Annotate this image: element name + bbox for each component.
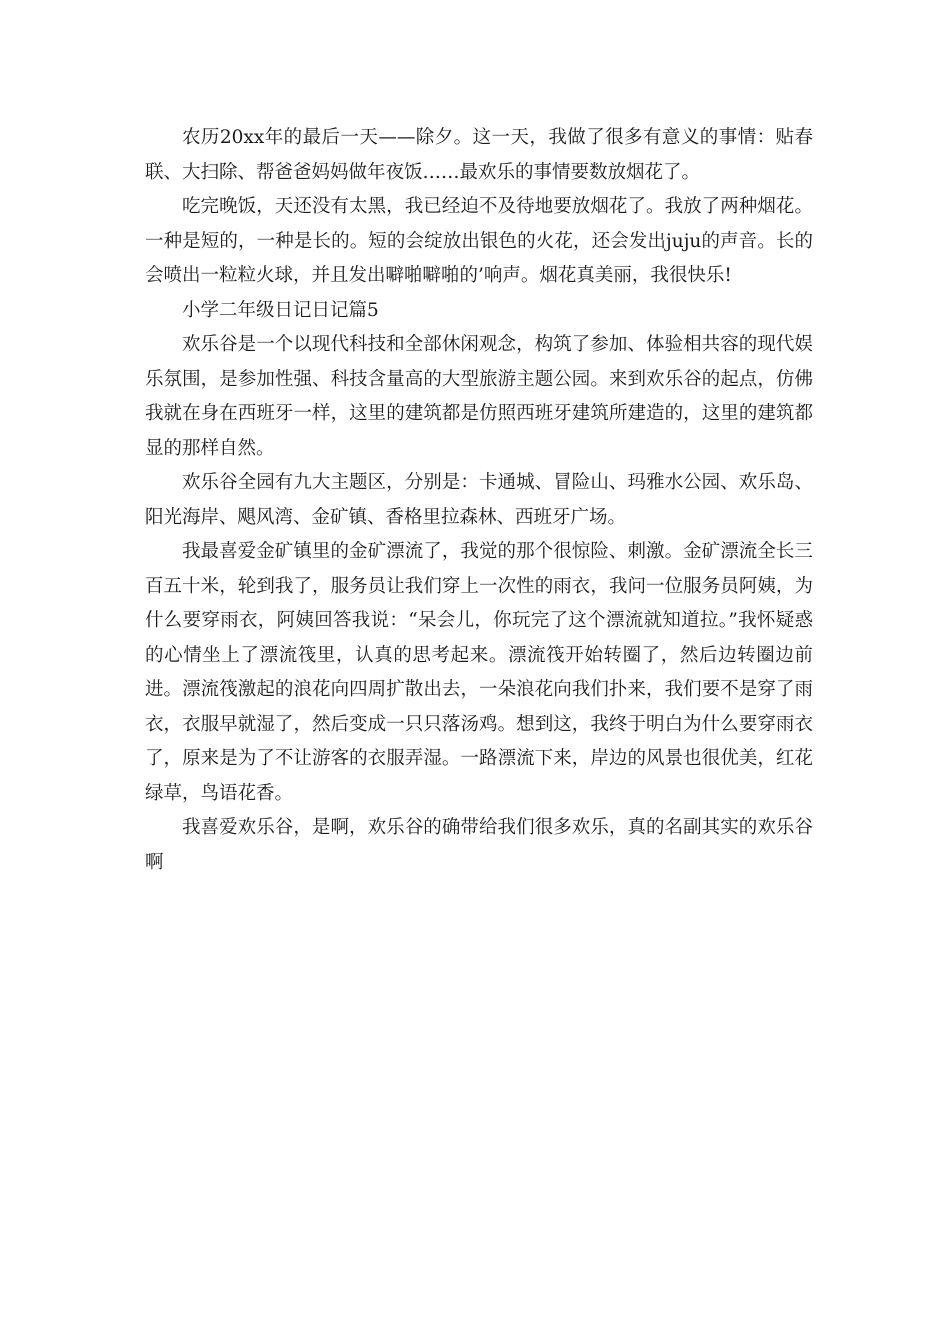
section-title: 小学二年级日记日记篇5	[182, 299, 379, 321]
paragraph-conclusion: 我喜爱欢乐谷，是啊，欢乐谷的确带给我们很多欢乐，真的名副其实的欢乐谷啊	[145, 817, 813, 873]
paragraph-theme-zones: 欢乐谷全园有九大主题区，分别是：卡通城、冒险山、玛雅水公园、欢乐岛、阳光海岸、飓风湾、金矿镇、香格里拉森林、西班牙广场。	[145, 472, 813, 528]
paragraph-happy-valley-intro: 欢乐谷是一个以现代科技和全部休闲观念，构筑了参加、体验相共容的现代娱乐氛围，是参加性强、科技含量高的大型旅游主题公园。来到欢乐谷的起点，仿佛我就在身在西班牙一样，这里的建筑都是仿照西班牙建筑所建造的，这里的建筑都显的那样自然。	[145, 334, 813, 459]
paragraph-rafting: 我最喜爱金矿镇里的金矿漂流了，我觉的那个很惊险、刺激。金矿漂流全长三百五十米，轮到我了，服务员让我们穿上一次性的雨衣，我问一位服务员阿姨，为什么要穿雨衣，阿姨回答我说：“呆会儿，你玩完了这个漂流就知道拉。”我怀疑惑的心情坐上了漂流筏里，认真的思考起来。漂流筏开始转圈了，然后边转圈边前进。漂流筏激起的浪花向四周扩散出去，一朵浪花向我们扑来，我们要不是穿了雨衣，衣服早就湿了，然后变成一只只落汤鸡。想到这，我终于明白为什么要穿雨衣了，原来是为了不让游客的衣服弄湿。一路漂流下来，岸边的风景也很优美，红花绿草，鸟语花香。	[145, 541, 813, 804]
paragraph-new-year-eve: 农历20xx年的最后一天——除夕。这一天，我做了很多有意义的事情：贴春联、大扫除、帮爸爸妈妈做年夜饭……最欢乐的事情要数放烟花了。	[145, 127, 813, 183]
paragraph-fireworks: 吃完晚饭，天还没有太黑，我已经迫不及待地要放烟花了。我放了两种烟花。一种是短的，一种是长的。短的会绽放出银色的火花，还会发出juju的声音。长的会喷出一粒粒火球，并且发出噼啪噼啪的’响声。烟花真美丽，我很快乐!	[145, 196, 813, 286]
document-body	[145, 121, 813, 880]
